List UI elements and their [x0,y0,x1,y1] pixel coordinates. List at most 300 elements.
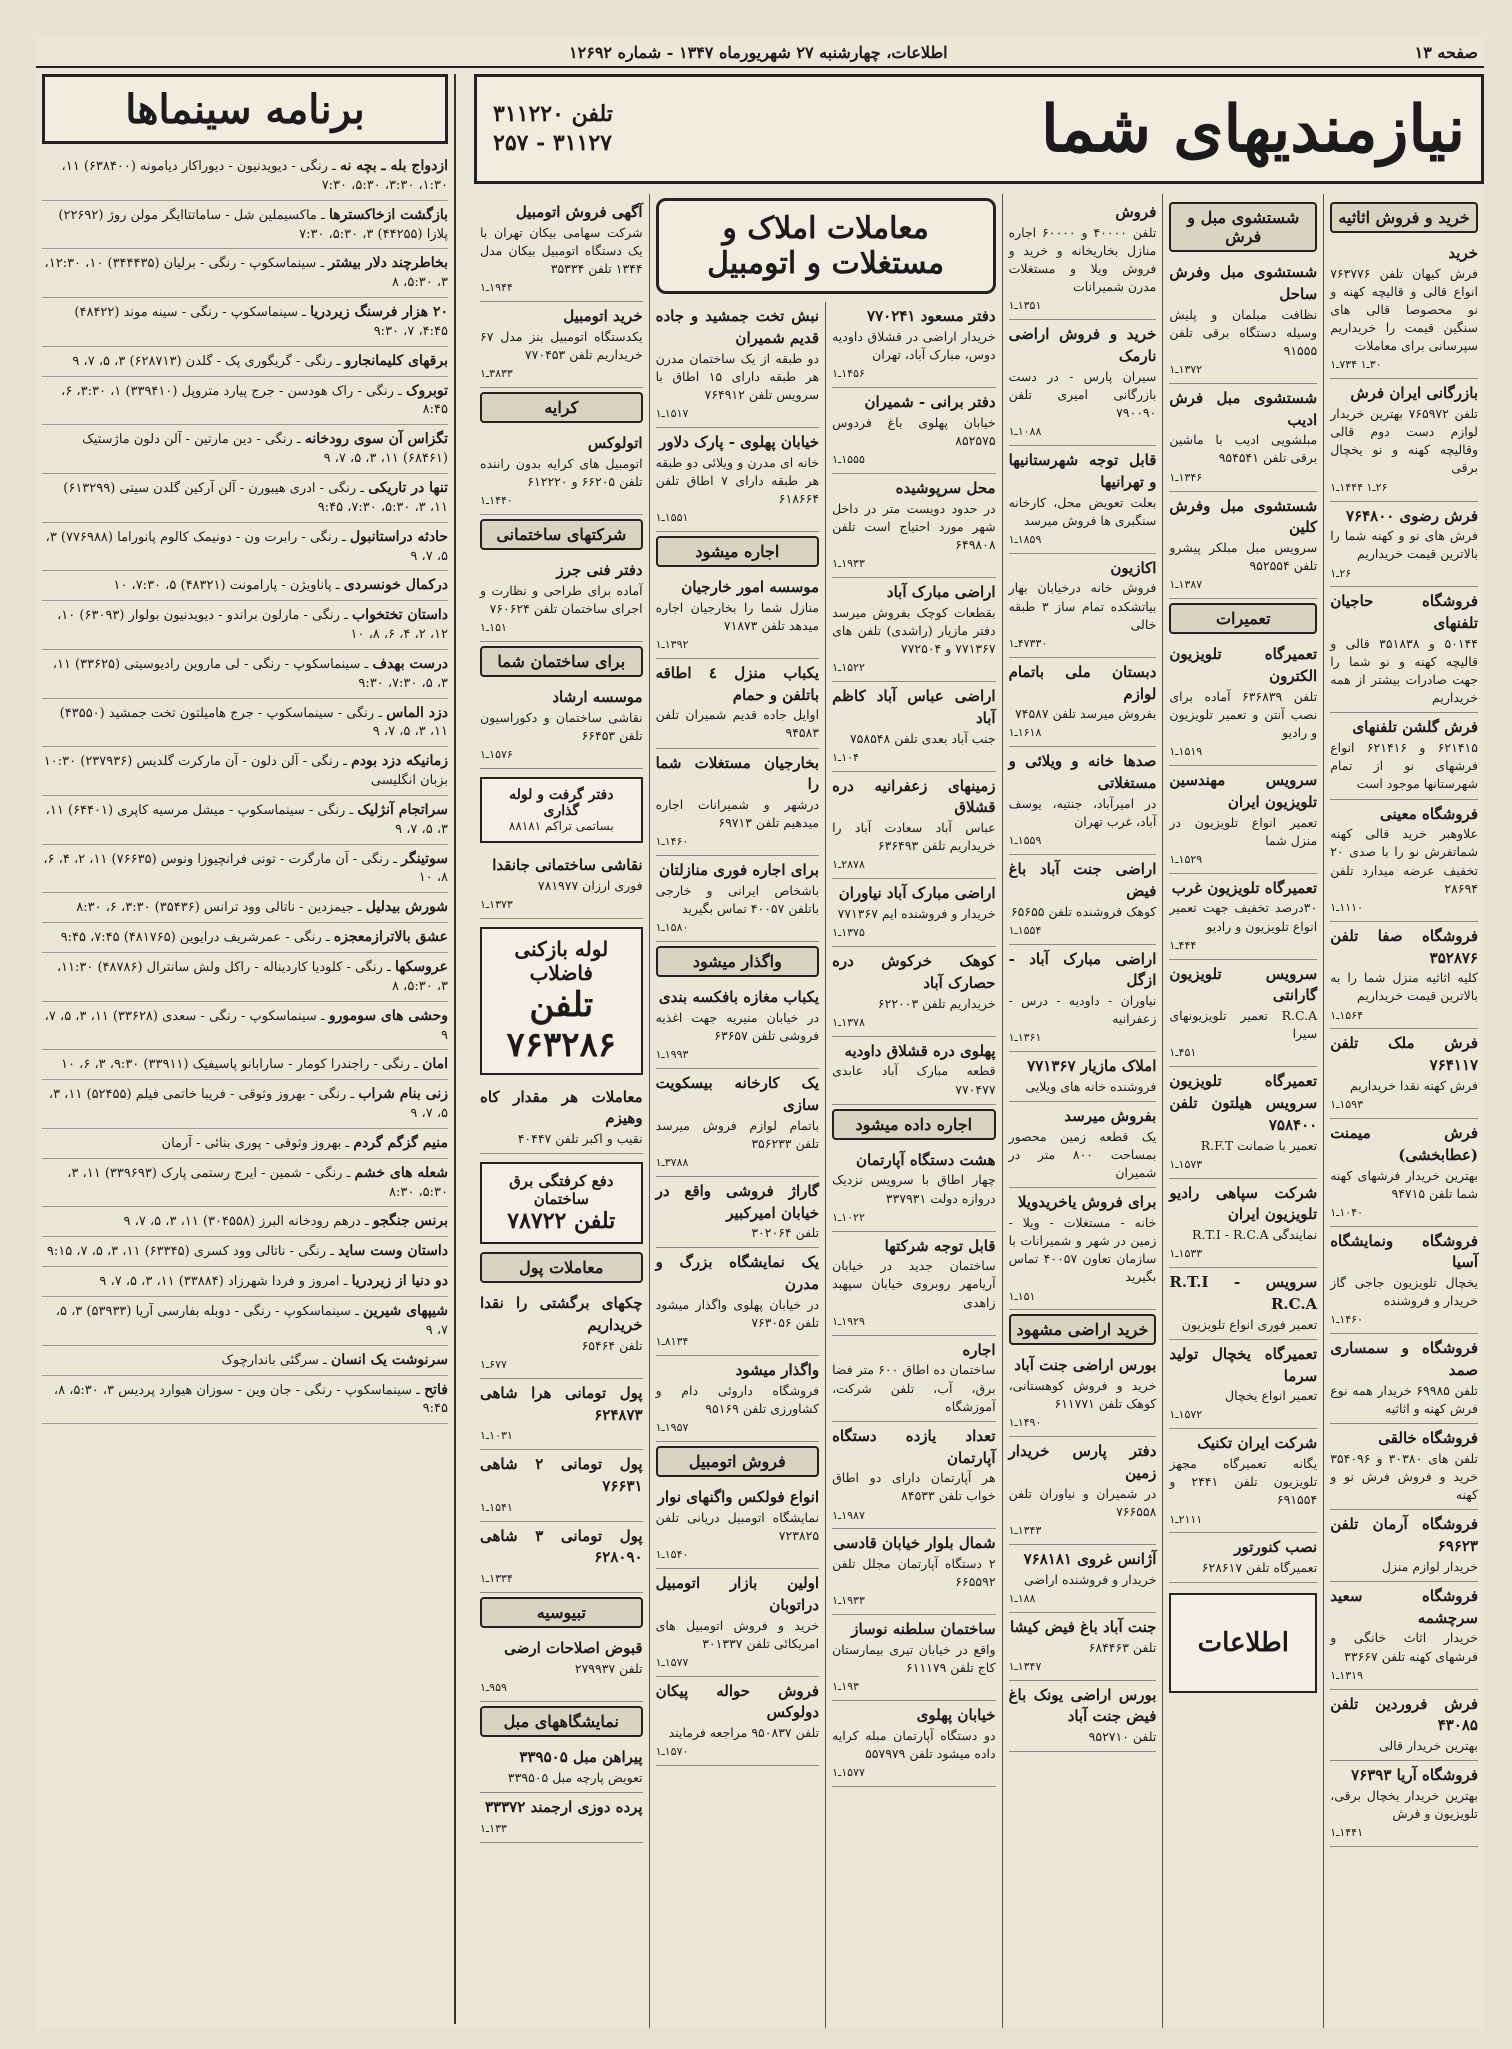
classified-ad [832,947,995,1037]
classified-ad [1169,1340,1317,1430]
cinema-listing: بخاطرچند دلار بیشتر ـ سینماسکوپ - رنگی - برلیان (۳۴۴۴۳۵) ۱۰، ۱۲:۳۰، ۳، ۵:۳۰، ۸ [42,249,448,298]
section-heading: کرایه [480,392,643,423]
ad-list [480,851,643,919]
ad-code: ۶۷۷ـ۱ [480,1357,507,1371]
ad-body: دو دستگاه آپارتمان مبله کرایه داده میشود تلفن ۵۵۷۹۷۹ [832,1728,996,1762]
ad-body: تعمیر انواع یخچال [1224,1388,1318,1404]
ad-code: ۱۵۵۹ـ۱ [1008,834,1042,848]
ad-body: تلفن ۹۵۲۷۱۰ [1088,1729,1157,1745]
classified-ad [480,1793,643,1843]
ad-title: سرویس R.T.I - R.C.A [1169,1273,1318,1313]
film-details: رنگی - گریگوری پک - گلدن (۶۲۸۷۱۳) ۳، ۵، ۷، ۹ [72,353,333,369]
ad-body: نقاشی ساختمان و دکوراسیون تلفن ۶۶۴۵۳ [480,709,643,743]
cinema-listing: شعله های خشم ـ رنگی - شمین - ایرج رستمی پارک (۳۳۹۶۹۳) ۱۱، ۳، ۵:۳۰، ۸:۳۰ [42,1159,448,1208]
classified-ad [832,772,995,880]
ad-list [480,429,643,515]
ad-title: دفتر پارس خریدار زمین [1008,1442,1157,1483]
film-details: رنگی - آلن دلون - آن مارکرت گلدیس (۲۳۷۹۳۶) ۱۰:۳۰ بزبان انگلیسی [43,754,448,789]
ad-body: بهترین خریدار فرشهای کهنه شما تلفن ۹۴۷۱۵ [1330,1167,1478,1201]
ad-code: ۱۰۴ـ۱ [832,750,859,764]
ad-title: دفتر مسعود ۷۷۰۲۴۱ [867,307,996,325]
ad-body: یکدستگاه اتومبیل بنز مدل ۶۷ خریداریم تلفن ۷۷۰۴۵۳ [480,328,643,362]
classified-ad [480,556,643,642]
ad-body: خیابان پهلوی باغ فردوس ۸۵۲۵۷۵ [832,414,996,448]
ad-code: ۱۳۴۶ـ۱ [1169,470,1203,484]
ad-code: ۱۵۷۷ـ۱ [655,1655,689,1669]
classified-ad [1009,554,1157,658]
ad-code: ۱۵۴۱ـ۱ [480,1500,513,1514]
ad-body: ساختمان جدید در خیابان آریامهر روبروی خیابان سپهبد زاهدی [832,1258,996,1310]
ad-code: ۱۸۸ـ۱ [1008,1591,1036,1605]
classified-ad [1009,658,1157,748]
classified-ad [1169,258,1317,384]
section-heading: برای ساختمان شما [480,646,643,677]
ad-code: ۱۱۱۰ـ۱ [1330,900,1363,914]
ad-body: R.C.A تعمیر تلویزیونهای سیرا [1169,1008,1318,1042]
film-details: رنگی - آن مارگرت - تونی فرانچیوزا ونوس (۷۶۶۳۵) ۱۱، ۲، ۴، ۶، ۸، ۱۰ [43,851,448,886]
ad-title: زمینهای زعفرانیه دره قشلاق [832,776,996,817]
ad-body: در خیابان منیریه جهت اغذیه فروشی تلفن ۶۳۶۵۷ [655,1009,820,1044]
classified-ad [832,1615,995,1701]
ad-body: جنب آباد بعدی تلفن ۷۵۸۵۴۸ [849,730,996,746]
ad-title: اراضی مبارک آباد - ازگل [1008,949,1157,990]
banner-phone-2: ۳۱۱۲۷ - ۲۵۷ [493,130,612,156]
ad-code: ۱۵۱ـ۱ [1008,1289,1036,1303]
ad-title: بفروش میرسد [1064,1107,1157,1126]
section-heading: اجاره میشود [656,536,819,567]
classified-ad [832,474,995,578]
film-title: حادثه دراستانبول [349,528,448,545]
ad-code: ۱۳۵۱ـ۱ [1008,299,1042,313]
classified-ad [1330,922,1478,1030]
ad-title: یکباب منزل ٤ اطاقه باتلفن و حمام [655,663,820,704]
ad-code: ۱۵۱۹ـ۱ [1169,745,1203,759]
section-heading: فروش اتومبیل [656,1446,819,1477]
ad-title: اراضی عباس آباد کاظم آباد [832,687,996,727]
ad-code: ۱۴۴۱ـ۱ [1330,1826,1363,1840]
ad-list [656,983,819,1442]
classified-ad [480,1083,643,1155]
cinema-listing: حادثه دراستانبول ـ رنگی - رابرت ون - دونیمک کالوم پانوراما (۷۷۶۹۸۸) ۳، ۵، ۷، ۹ [42,523,448,572]
ad-title: قبوض اصلاحات ارضی [504,1639,643,1658]
ad-code: ۱۹۴۴ـ۱ [480,281,513,295]
film-title: برنس جنگجو [372,1213,448,1230]
classified-ad [656,1677,819,1767]
ad-body: خانه ای مدرن و ویلائی دو طبقه هر طبقه دارای ۷ اطاق تلفن ۶۱۸۶۶۴ [655,454,820,506]
ad-code: ۱۵۱ـ۱ [480,620,507,634]
ad-title: شرکت ایران تکنیک [1197,1434,1318,1453]
classified-ad [480,429,643,515]
ad-body: فروشگاه داروئی دام و کشاورزی تلفن ۹۵۱۶۹ [655,1382,820,1416]
ad-body: ۳۰درصد تخفیف جهت تعمیر انواع تلویزیون و رادیو [1169,900,1318,934]
classified-ad [1330,1761,1478,1847]
ad-title: موسسه امور خارجیان [681,577,820,596]
ad-title: فروش [1115,203,1157,221]
ad-code: ۱۹۳۳ـ۱ [832,557,865,570]
ad-list [656,302,819,532]
film-details: سینماسکوپ - رنگی - برلیان (۳۴۴۴۳۵) ۱۰، ۱۲:۳۰، ۳، ۵:۳۰، ۸ [44,256,448,291]
section-heading: شرکتهای ساختمانی [480,519,643,550]
ad-title: بورس اراضی یونک باغ فیض جنت آباد [1008,1685,1157,1726]
classified-ad [832,578,995,682]
ad-code: ۴۷۳۳۰ـ۱ [1008,636,1048,650]
ad-code: ۱۵۵۱ـ۱ [655,510,689,524]
ad-code: ۴۵۱ـ۱ [1169,1046,1197,1060]
ad-body: بهترین خریدار یخچال برقی، تلویزیون و فرش [1330,1787,1478,1822]
section-heading: تعمیرات [1169,603,1317,634]
ad-code: ۱۳۹۲ـ۱ [655,637,689,651]
film-title: داستان وست ساید [338,1243,448,1260]
classified-ad [1169,874,1317,960]
ad-title: فرش گلشن تلفنهای [1352,718,1478,737]
ad-body: تلفن ۴۰۰۰۰ و ۶۰۰۰۰ اجاره منازل بخاریخانه و خرید و فروش ویلا و مستغلات مدرن شمیرانات [1008,224,1157,295]
ad-code: ۱۵۵۴ـ۱ [1008,923,1042,937]
ad-list [480,683,643,769]
ad-title: اولین بازار اتومبیل دراتوبان [655,1574,820,1614]
ad-body: یخچال تلویزیون جاجی گاز خریدار و فروشنده [1330,1275,1478,1309]
ad-title: فروشگاه صفا تلفن ۳۵۲۸۷۶ [1330,926,1478,967]
ad-title: سرویس مهندسین تلویزیون ایران [1169,771,1318,811]
ad-body: تلفن های ۳۰۳۸۰ و ۳۵۴۰۹۶ خرید و فروش فرش نو و کهنه [1330,1450,1479,1503]
column-repairs [1162,194,1323,2028]
film-title: ۲۰ هزار فرسنگ زیردریا [310,304,448,321]
newspaper-page [36,38,1484,2028]
ad-code: ۲۶ـ۱ [1330,566,1352,580]
ad-code: ۱۹۳ـ۱ [832,1680,859,1694]
ad-title: قابل توجه شرکتها [884,1236,996,1255]
ad-title: پول تومانی هرا شاهی ۶۲۴۸۷۳ [480,1383,643,1424]
classified-ad [832,302,995,388]
newspaper-logo: اطلاعات [1169,1593,1317,1693]
cinema-listing: توبروک ـ رنگی - راک هودسن - جرج پیارد متروپل (۳۳۹۴۱۰) ۱، ۳:۳۰، ۶، ۸:۴۵ [42,377,448,426]
classified-ad [1169,960,1317,1068]
film-details: جیمزدین - ناتالی وود ترانس (۳۵۴۳۶) ۳:۳۰، ۶، ۸:۳۰ [76,900,354,916]
ad-body: خرید و فروش کوهستانی، کوهک تلفن ۶۱۱۷۷۱ [1008,1378,1157,1412]
ad-title: فروشگاه حاجیان تلفنهای [1330,592,1478,633]
ad-title: فروشگاه سعید سرچشمه [1330,1586,1478,1627]
film-title: توبروک [405,382,448,399]
ad-title: اراضی جنت آباد باغ فیض [1008,860,1157,900]
ad-body: باشخاص ایرانی و خارجی باتلفن ۴۰۰۵۷ تماس بگیرید [655,883,820,917]
ad-body: تلفن ۹۵۰۸۳۷ مراجعه فرمایند [668,1725,820,1741]
classified-ad [656,1569,819,1677]
section-heading: خرید اراضی مشهود [1009,1314,1157,1345]
classified-ad [832,1146,995,1232]
cinema-listing: سرنوشت یک انسان ـ سرگئی باندارچوک [42,1346,448,1376]
ad-body: نمایندگی R.T.I - R.C.A [1192,1227,1318,1243]
ad-body: خانه - مستغلات - ویلا - زمین در شهر و شمیرانات با سازمان تعاون ۴۰۰۵۷ تماس بگیرید [1008,1215,1157,1285]
cinema-column [36,74,456,2024]
cinema-listing: درست بهدف ـ سینماسکوپ - رنگی - لی ماروین رادیوسیتی (۳۳۶۲۵) ۱۱، ۳، ۵، ۷:۳۰، ۹:۳۰ [42,650,448,699]
banner-phones [493,100,613,157]
ad-code: ۱۵۷۳ـ۱ [1169,1157,1203,1171]
cinema-listing: امان ـ رنگی - راجندرا کومار - سارابانو پاسیفیک (۳۳۹۱۱) ۹:۳۰، ۳، ۶، ۱۰ [42,1050,448,1080]
ad-title: فرش فروردین تلفن ۴۳۰۸۵ [1330,1694,1478,1735]
film-title: بخاطرچند دلار بیشتر [328,255,448,272]
ad-code: ۱۵۳۳ـ۱ [1169,1247,1203,1261]
ad-code: ۱۳۷۸ـ۱ [832,1015,865,1029]
ad-body: تعمیر فوری انواع تلویزیون [1181,1316,1318,1332]
ad-title: بخارجیان مستغلات شما را [655,753,820,794]
boxed-ad-electric [480,1162,643,1244]
ad-body: فروش خانه درخیابان بهار بیاتشکده تمام ساز ۳ طبقه خالی [1008,580,1157,632]
subcolumn-left [656,302,826,2028]
ad-code: ۱۳۴۷ـ۱ [1008,1659,1042,1673]
ad-title: کوهک خرکوش دره حصارک آباد [832,952,996,992]
classified-ad [1330,1334,1478,1424]
classified-ad [832,682,995,772]
film-details: رنگی - مارلون براندو - دیویدنیون بولوار (۶۳۰۹۳) ۱۰، ۱۲، ۲، ۴، ۶، ۸، ۱۰ [57,608,448,643]
ad-title: آگهی فروش اتومبیل [515,203,643,221]
classified-ad [480,1450,643,1521]
ad-title: اکازیون [1110,558,1157,577]
ad-list [656,1483,819,1766]
film-details: رنگی - راجندرا کومار - سارابانو پاسیفیک (۳۳۹۱۱) ۹:۳۰، ۳، ۶، ۱۰ [61,1057,410,1073]
ad-body: نقیب و اکبر تلفن ۴۰۴۴۷ [517,1131,643,1147]
section-heading: واگذار میشود [656,946,819,977]
film-title: درکمال خونسردی [343,577,448,594]
ad-body: تلفن ۷۶۵۹۷۲ بهترین خریدار لوازم دست دوم قالی وقالیچه کهنه و نو یخچال برقی [1330,406,1478,476]
classified-ad [1330,1510,1478,1582]
classified-ad [1009,945,1157,1053]
classified-ad [832,879,995,947]
ad-title: اجاره [962,1340,996,1359]
ad-body: بعلت تعویض محل، کارخانه سنگبری ها فروش میرسد [1008,494,1157,528]
ad-list [832,1146,995,1788]
section-heading: خرید و فروش اثاثیه [1330,202,1478,233]
ad-code: ۲۱۱۱ـ۱ [1169,1512,1203,1526]
ad-title: فرش میمنت (عطابخشی) [1330,1124,1478,1164]
column-real-estate [1002,194,1163,2028]
classified-ad [1009,446,1157,554]
classified-ad [656,749,819,857]
ad-title: برای فروش یاخریدویلا [1017,1193,1157,1212]
ad-code: ۱۹۲۹ـ۱ [832,1314,865,1328]
ad-code: ۱۴۹۰ـ۱ [1008,1416,1042,1430]
ad-title: پرده دوزی ارجمند ۳۳۳۷۲ [484,1797,643,1816]
cinema-listing: فاتح ـ سینماسکوپ - رنگی - جان وین - سوزان هیوارد پردیس ۳، ۵:۳۰، ۸، ۹:۴۵ [42,1376,448,1425]
ad-code: ۴۴۴ـ۱ [1169,938,1197,952]
classified-ad [1169,492,1317,600]
ad-body: واقع در خیابان تیری بیمارستان کاج تلفن ۶۱۱۱۷۹ [832,1642,996,1676]
ad-body: خرید و فروش اتومبیل های امریکائی تلفن ۳۰۱۳۳۷ [655,1617,820,1651]
classified-ad [1330,1582,1478,1690]
cinema-listing: داستان وست ساید ـ رنگی - ناتالی وود کسری (۶۳۳۴۵) ۱۱، ۳، ۵، ۷، ۹:۱۵ [42,1237,448,1267]
film-title: تنها در تاریکی [368,479,448,496]
film-details: سینماسکوپ - رنگی - سینه موند (۴۸۴۲۲) ۴:۴۵، ۷، ۹:۳۰ [74,305,448,339]
classified-ad [480,1743,643,1793]
ad-title: خرید و فروش اراضی نارمک [1008,325,1157,365]
column-furniture-sales [1323,194,1484,2028]
ad-code: ۱۴۶۰ـ۱ [655,835,689,849]
classified-ad [656,659,819,749]
classified-ad [656,1177,819,1249]
ad-body: یگانه تعمیرگاه مجهز تلویزیون تلفن ۲۴۴۱ و ۶۹۱۵۵۴ [1169,1456,1318,1508]
classified-ad [1330,587,1478,713]
cinema-listing: سراتجام آنژلیک ـ رنگی - سینماسکوپ - میشل مرسیه کاپری (۶۴۴۰۱) ۱۱، ۳، ۵، ۷، ۹ [42,796,448,845]
ad-title: فروشگاه آریا ۷۶۳۹۳ [1351,1766,1478,1785]
ad-body: ساختمان ده اطاق ۶۰۰ متر فضا برق، آب، تلفن شرکت، آموزشگاه [832,1362,996,1414]
ad-body: فرش کهنه نقدا خریداریم [1349,1077,1478,1093]
cinema-listing: زمانیکه دزد بودم ـ رنگی - آلن دلون - آن مارکرت گلدیس (۲۳۷۹۳۶) ۱۰:۳۰ بزبان انگلیسی [42,747,448,796]
ad-code: ۱۵۲۹ـ۱ [1169,852,1203,866]
ad-title: پهلوی دره قشلاق داودیه [844,1041,996,1060]
ad-title: آژانس غروی ۷۶۸۱۸۱ [1023,1550,1157,1569]
ad-title: یکباب مغازه بافکسه بندی [658,988,820,1007]
film-title: سرنوشت یک انسان [330,1351,448,1368]
ad-title: فرش رضوی ۷۶۴۸۰۰ [1345,506,1478,525]
film-title: داستان تختخواب [352,607,448,624]
film-title: منیم گزگم گردم [353,1134,448,1151]
ad-body: خریدار لوازم منزل [1381,1558,1478,1574]
ad-body: چهار اطاق با سرویس نزدیک دروازه دولت ۳۳۷۹۳۱ [832,1172,996,1206]
ad-body: قطعه مبارک آباد عابدی ۷۷۰۴۷۷ [832,1063,996,1097]
ad-code: ۱۹۳۳ـ۱ [832,1594,865,1608]
ad-code: ۱۵۲۲ـ۱ [832,661,865,675]
boxed-ad-title: دفع کرفتگی برق ساختمان [509,1172,614,1209]
ad-title: یک کارخانه بیسکویت سازی [655,1074,820,1114]
ad-body: سیران پارس - در دست بازرگانی امیری تلفن ۷۹۰۰۹۰ [1008,368,1157,420]
ad-code: ۱۳۳۴ـ۱ [480,1572,513,1586]
boxed-ad-phone: تلفن ۷۶۳۲۸۶ [506,984,617,1065]
film-details: رنگی - بهروز وثوقی - فریبا خاتمی فیلم (۵۲۴۵۵) ۱۱، ۳، ۵، ۷، ۹ [48,1087,448,1122]
ad-code: ۱۵۹۳ـ۱ [1330,1098,1363,1112]
film-details: رنگی - سینماسکوپ - میشل مرسیه کاپری (۶۴۴۰۱) ۱۱، ۳، ۵، ۷، ۹ [45,802,448,837]
subcolumn-right [832,302,995,2028]
cinema-listing: تگزاس آن سوی رودخانه ـ رنگی - دین مارتین - آلن دلون ماژستیک (۶۸۴۶۱) ۱۱، ۳، ۵، ۷، ۹ [42,425,448,474]
cinema-listing: ازدواج بله ـ بچه نه ـ رنگی - دیویدنیون - دیوراکار دیامونه (۶۳۸۴۰۰) ۱۱، ۱:۳۰، ۳:۳۰، ۵:۳۰، ۷:۳۰ [42,152,448,201]
ad-body: تلفن ۶۵۴۶۴ [581,1337,643,1353]
ad-body: یک قطعه زمین محصور بمساحت ۸۰۰ متر در شمیران [1008,1128,1157,1181]
ad-list [480,1289,643,1593]
classified-ad [656,302,819,428]
classified-ad [1330,239,1478,379]
film-title: شعله های خشم [354,1164,448,1181]
cinema-listing: دو دنیا از زیردریا ـ امروز و فردا شهرزاد (۳۳۸۸۴) ۱۱، ۳، ۵، ۷، ۹ [42,1267,448,1297]
cinema-listing: سوتینگر ـ رنگی - آن مارگرت - تونی فرانچیوزا ونوس (۷۶۶۳۵) ۱۱، ۲، ۴، ۶، ۸، ۱۰ [42,845,448,894]
ad-title: جنت آباد باغ فیض کیشا [1009,1617,1157,1636]
classified-ad [1169,1268,1317,1340]
ad-code: ۱۳۴۳ـ۱ [1008,1524,1042,1538]
ad-body: تعمیرگاه تلفن ۶۲۸۶۱۷ [1201,1560,1318,1576]
ad-title: قابل توجه شهرستانیها و تهرانیها [1008,451,1157,491]
ad-list [1169,640,1317,1583]
ad-code: ۱۳۸۷ـ۱ [1169,578,1203,592]
ad-code: ۱۵۱۷ـ۱ [655,406,689,420]
classified-ad [656,1069,819,1177]
classified-ad [1009,1102,1157,1188]
ad-title: فروشگاه و سمساری صمد [1330,1339,1478,1380]
cinema-listing: برقهای کلیمانجارو ـ رنگی - گریگوری پک - گلدن (۶۲۸۷۱۳) ۳، ۵، ۷، ۹ [42,347,448,377]
film-details: سینماسکوپ - رنگی - جان وین - سوزان هیوارد پردیس ۳، ۵:۳۰، ۸، ۹:۴۵ [53,1382,448,1417]
film-title: فاتح [424,1381,448,1398]
ad-title: شستشوی مبل فرش ادیب [1169,388,1318,429]
ad-title: شستشوی مبل وفرش ساحل [1169,263,1318,303]
classified-ad [656,1356,819,1442]
ad-code: ۱۵۵۵ـ۱ [832,452,865,466]
classified-ad [1009,1188,1157,1310]
ad-body: تلفن ۳۰۲۰۶۴ [751,1225,820,1241]
film-details: رنگی - دین مارتین - آلن دلون ماژستیک (۶۸۴۶۱) ۱۱، ۳، ۵، ۷، ۹ [82,432,448,467]
classifieds-banner [474,74,1484,184]
ad-body: نیاوران - داودیه - درس - زعفرانیه [1008,993,1157,1027]
ad-title: شمال بلوار خیابان قادسی [833,1534,996,1553]
classified-ad [832,1701,995,1787]
ad-title: اتولوکس [587,434,643,452]
ad-code: ۱۰۴۰ـ۱ [1330,1205,1363,1219]
film-details: پاناویژن - پارامونت (۴۸۳۲۱) ۵، ۷:۳۰، ۱۰ [113,578,332,594]
classified-ad [832,1037,995,1105]
ad-body: فوری ارزان ۷۸۱۹۷۷ [537,877,643,893]
ad-body: آماده برای طراحی و نظارت و اجرای ساختمان تلفن ۷۶۰۶۲۴ [480,582,643,616]
film-details: سینماسکوپ - رنگی - لی ماروین رادیوسیتی (۳۳۶۲۵) ۱۱، ۳، ۵، ۷:۳۰، ۹:۳۰ [52,656,448,691]
ad-body: خریدار و فروشنده اراضی [1023,1571,1157,1587]
ad-code: ۱۹۹۳ـ۱ [655,1048,689,1062]
film-details: امروز و فردا شهرزاد (۳۳۸۸۴) ۱۱، ۳، ۵، ۷، ۹ [99,1274,340,1290]
ad-list [480,1083,643,1155]
ad-title: فروشگاه آرمان تلفن ۶۹۶۲۳ [1330,1515,1478,1555]
classified-ad [1330,1690,1478,1762]
ad-body: نمایشگاه اتومبیل دریانی تلفن ۷۲۳۸۲۵ [655,1509,820,1543]
film-title: سوتینگر [401,850,448,867]
ad-code: ۹۵۹ـ۱ [480,1681,507,1694]
ad-body: تعمیر انواع تلویزیون در منزل شما [1169,814,1318,848]
ad-body: کوهک فروشنده تلفن ۶۵۶۵۵ [1010,903,1157,919]
classified-ad [1169,1067,1317,1178]
classified-ad [656,856,819,942]
ad-body: خریدار اثاث خانگی و فرشهای کهنه تلفن ۳۳۶۶۷ [1330,1630,1478,1664]
ad-code: ۳۷۸۸ـ۱ [655,1155,689,1169]
classified-ad [1330,1029,1478,1119]
film-details: بهروز وثوقی - پوری بنائی - آرمان [161,1135,342,1151]
ad-title: فروشگاه ونمایشگاه آسیا [1330,1231,1478,1272]
classified-ad [1009,1613,1157,1681]
classified-ad [656,573,819,659]
classified-ad [1009,198,1157,320]
classified-ad [1330,713,1478,799]
classified-ad [1169,766,1317,874]
ad-title: هشت دستگاه آپارتمان [856,1150,996,1169]
ad-body: درشهر و شمیرانات اجاره میدهیم تلفن ۶۹۷۱۳ [655,797,820,831]
classified-ad [480,1289,643,1379]
classified-ad [656,428,819,532]
classified-ad [832,388,995,474]
cinema-list [42,152,448,1424]
ad-body: ۶۲۱۴۱۵ و ۶۲۱۴۱۶ انواع فرشهای نو از تمام شهرستانها موجود است [1330,740,1478,792]
classified-ad [1169,1179,1317,1269]
classified-ad [832,1232,995,1336]
classified-ad [656,983,819,1069]
film-title: شیپهای شیرین [363,1302,448,1319]
classified-ad [1009,1545,1157,1613]
ad-code: ۸۱۳۴ـ۱ [655,1335,689,1349]
ad-list [832,302,995,1105]
classified-ad [1009,747,1157,855]
classified-ad [1009,1052,1157,1102]
banner-title: نیازمندیهای شما [1040,91,1465,167]
section-heading: شستشوی مبل و فرش [1169,202,1317,252]
ad-list [656,573,819,942]
film-title: عشق بالاترازمعجزه [333,929,448,946]
ad-title: تعمیرگاه تلویزیون الکترون [1169,645,1318,685]
ad-title: پیراهن مبل ۳۳۹۵۰۵ [519,1747,643,1766]
ad-list [1169,258,1317,599]
film-details: رنگی - راک هودسن - جرج پیارد متروپل (۳۳۹۴۱۰) ۱، ۳:۳۰، ۶، ۸:۴۵ [61,383,448,418]
ad-body: بهترین خریدار قالی [1378,1738,1478,1754]
classified-ad [1009,320,1157,446]
ad-code: ۱۰۲۲ـ۱ [832,1210,865,1224]
classified-ad [832,1529,995,1615]
